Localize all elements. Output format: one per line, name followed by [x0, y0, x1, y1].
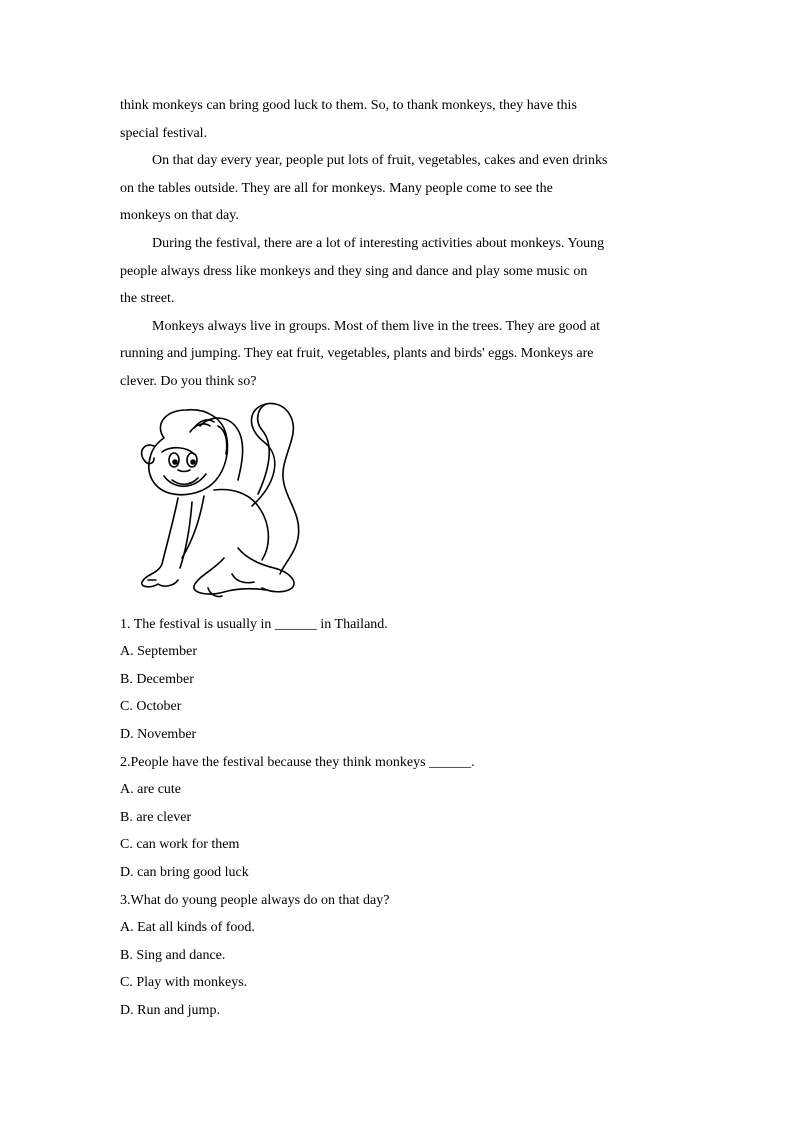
passage-line: people always dress like monkeys and they sing and dance and play some music on [120, 264, 588, 279]
passage-line: On that day every year, people put lots of fruit, vegetables, cakes and even drinks [152, 153, 608, 168]
question-stem: 1. The festival is usually in ______ in Thailand. [120, 617, 388, 632]
answer-option: B. Sing and dance. [120, 948, 226, 963]
passage-line: think monkeys can bring good luck to them. So, to thank monkeys, they have this [120, 98, 577, 113]
answer-option: A. Eat all kinds of food. [120, 920, 255, 935]
question-stem: 3.What do young people always do on that day? [120, 893, 390, 908]
passage-line: clever. Do you think so? [120, 374, 257, 389]
passage-line: During the festival, there are a lot of interesting activities about monkeys. Young [152, 236, 605, 251]
answer-option: A. September [120, 644, 197, 659]
passage-line: running and jumping. They eat fruit, vegetables, plants and birds' eggs. Monkeys are [120, 346, 594, 361]
passage-line: the street. [120, 291, 175, 306]
answer-option: C. Play with monkeys. [120, 975, 248, 990]
answer-option: D. Run and jump. [120, 1003, 220, 1018]
answer-option: D. can bring good luck [120, 865, 249, 880]
passage-line: monkeys on that day. [120, 208, 239, 223]
passage-line: Monkeys always live in groups. Most of them live in the trees. They are good at [152, 319, 601, 334]
answer-option: C. can work for them [120, 837, 240, 852]
monkey-illustration [134, 398, 306, 606]
answer-option: A. are cute [120, 782, 182, 797]
answer-option: B. December [120, 672, 194, 687]
answer-option: D. November [120, 727, 197, 742]
passage-line: on the tables outside. They are all for monkeys. Many people come to see the [120, 181, 553, 196]
answer-option: B. are clever [120, 810, 192, 825]
passage-line: special festival. [120, 126, 208, 141]
question-stem: 2.People have the festival because they think monkeys ______. [120, 755, 475, 770]
answer-option: C. October [120, 699, 182, 714]
